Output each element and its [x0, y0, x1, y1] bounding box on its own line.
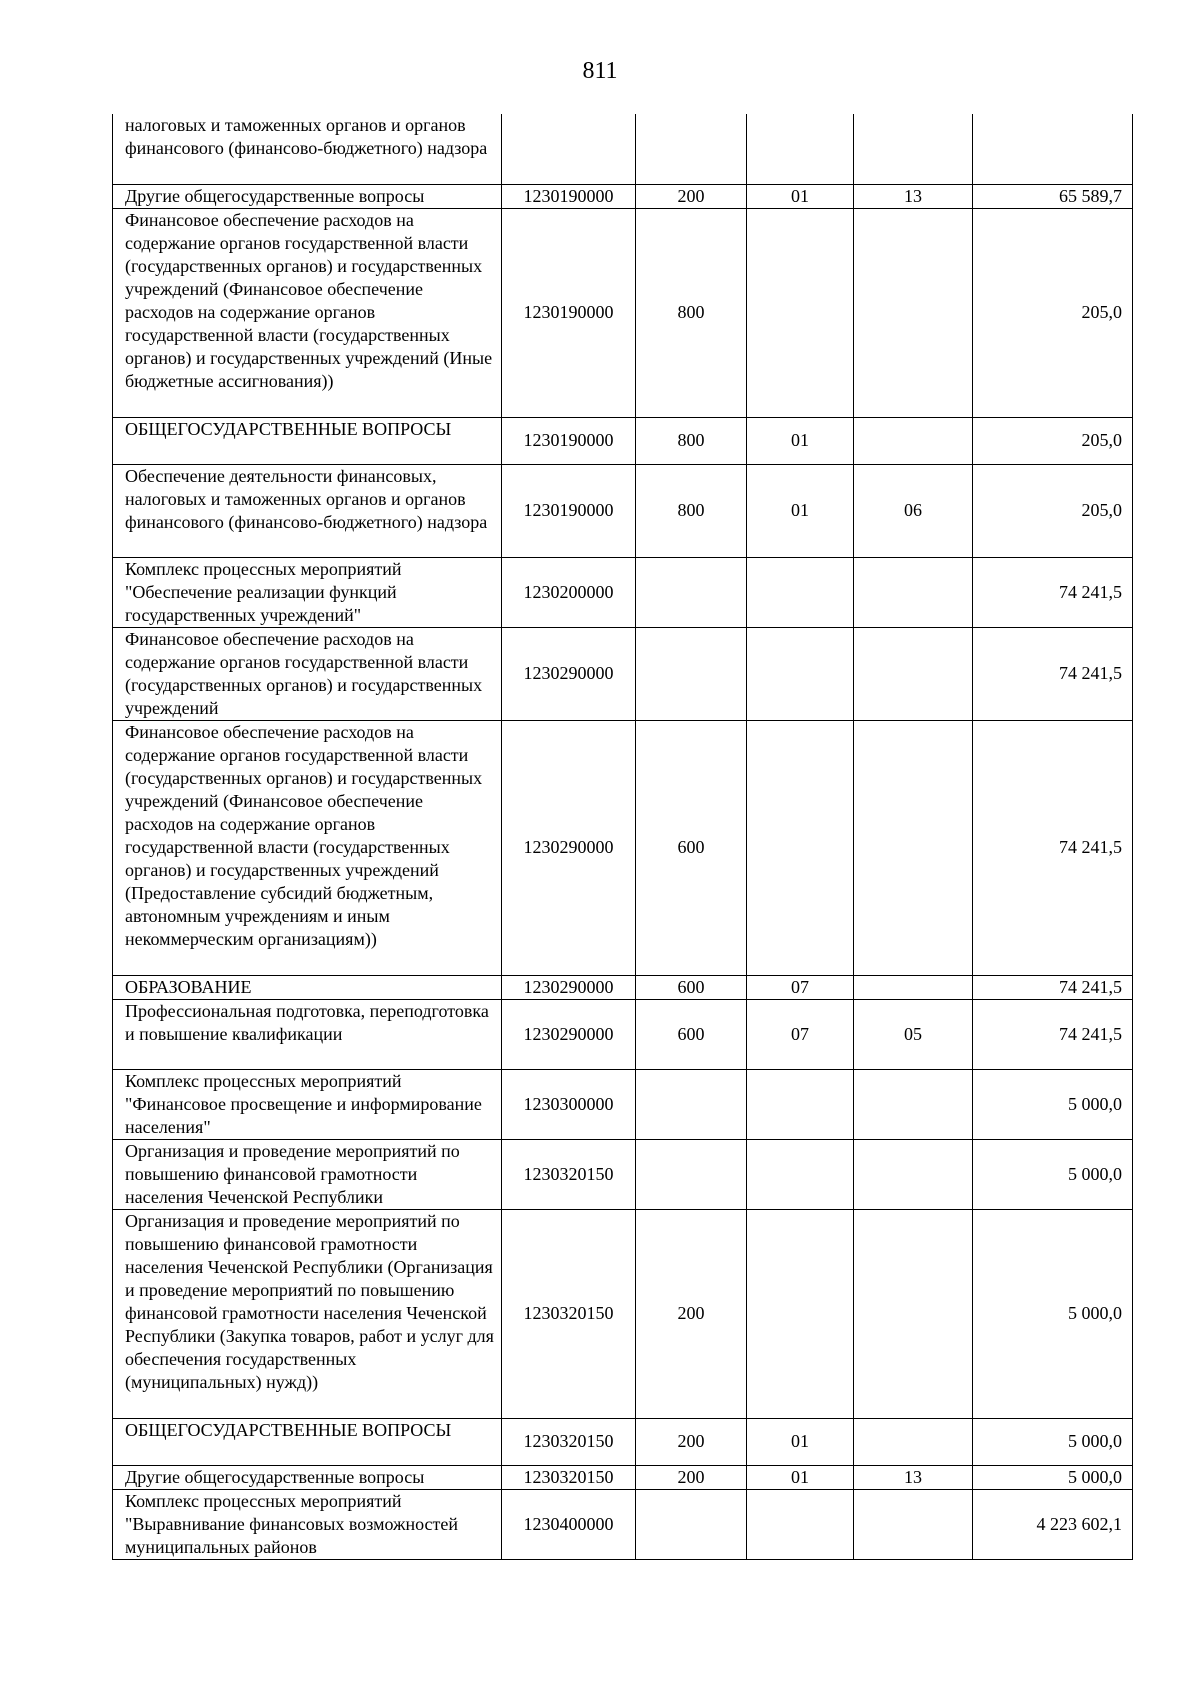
row-subsection: [854, 114, 973, 184]
row-expense-type: 800: [636, 208, 747, 417]
row-subsection: [854, 208, 973, 417]
row-code: 1230190000: [502, 464, 636, 557]
row-name: Другие общегосударственные вопросы: [113, 184, 502, 208]
row-subsection: 13: [854, 1465, 973, 1489]
row-expense-type: [636, 627, 747, 720]
row-amount: 74 241,5: [973, 557, 1133, 627]
table-row: [113, 557, 1133, 627]
row-section: 01: [747, 1418, 854, 1465]
row-subsection: 05: [854, 999, 973, 1069]
row-name: Организация и проведение мероприятий по повышению финансовой грамотности населения Чеченской Республики: [113, 1139, 502, 1209]
row-section: 01: [747, 1465, 854, 1489]
table-row: [113, 999, 1133, 1069]
table-row: [113, 184, 1133, 208]
row-code: 1230320150: [502, 1209, 636, 1418]
row-section: [747, 557, 854, 627]
row-subsection: [854, 1209, 973, 1418]
row-name: Организация и проведение мероприятий по повышению финансовой грамотности населения Чеченской Республики (Организация и проведение мероприятий по повышению финансовой грамотности населения Чеченской Республики (Закупка товаров, работ и услуг для обеспечения государственных (муниципальных) нужд)): [113, 1209, 502, 1418]
row-section: 07: [747, 975, 854, 999]
table-row: [113, 1209, 1133, 1418]
row-subsection: [854, 1069, 973, 1139]
row-name: Другие общегосударственные вопросы: [113, 1465, 502, 1489]
row-section: 07: [747, 999, 854, 1069]
table-row: [113, 464, 1133, 557]
row-amount: 205,0: [973, 208, 1133, 417]
page-number: 811: [582, 58, 618, 84]
row-section: [747, 1139, 854, 1209]
row-subsection: [854, 1139, 973, 1209]
row-subsection: [854, 1489, 973, 1559]
row-name: Комплекс процессных мероприятий "Финансовое просвещение и информирование населения": [113, 1069, 502, 1139]
row-amount: 5 000,0: [973, 1465, 1133, 1489]
row-amount: 205,0: [973, 417, 1133, 464]
row-expense-type: 800: [636, 464, 747, 557]
row-name: Комплекс процессных мероприятий "Обеспечение реализации функций государственных учреждений": [113, 557, 502, 627]
row-expense-type: 800: [636, 417, 747, 464]
row-section: [747, 1069, 854, 1139]
row-section: 01: [747, 464, 854, 557]
row-code: [502, 114, 636, 184]
row-amount: 74 241,5: [973, 627, 1133, 720]
table-row: [113, 1418, 1133, 1465]
row-name: Финансовое обеспечение расходов на содержание органов государственной власти (государственных органов) и государственных учреждений (Финансовое обеспечение расходов на содержание органов государственной власти (государственных органов) и государственных учреждений (Иные бюджетные ассигнования)): [113, 208, 502, 417]
row-code: 1230290000: [502, 999, 636, 1069]
row-name: налоговых и таможенных органов и органов финансового (финансово-бюджетного) надзора: [113, 114, 502, 184]
row-expense-type: [636, 557, 747, 627]
row-expense-type: [636, 1139, 747, 1209]
row-code: 1230320150: [502, 1465, 636, 1489]
row-subsection: [854, 720, 973, 975]
row-name: Профессиональная подготовка, переподготовка и повышение квалификации: [113, 999, 502, 1069]
budget-table: [112, 114, 1133, 1560]
row-code: 1230190000: [502, 184, 636, 208]
row-expense-type: [636, 114, 747, 184]
row-expense-type: 600: [636, 720, 747, 975]
row-code: 1230320150: [502, 1418, 636, 1465]
row-subsection: [854, 557, 973, 627]
row-expense-type: 200: [636, 1418, 747, 1465]
row-amount: 74 241,5: [973, 975, 1133, 999]
row-section: [747, 208, 854, 417]
row-code: 1230190000: [502, 208, 636, 417]
row-subsection: [854, 1418, 973, 1465]
row-expense-type: [636, 1069, 747, 1139]
row-expense-type: 600: [636, 975, 747, 999]
row-name: ОБЩЕГОСУДАРСТВЕННЫЕ ВОПРОСЫ: [113, 1418, 502, 1465]
row-amount: 5 000,0: [973, 1209, 1133, 1418]
row-expense-type: 600: [636, 999, 747, 1069]
row-code: 1230200000: [502, 557, 636, 627]
table-row: [113, 720, 1133, 975]
row-expense-type: 200: [636, 184, 747, 208]
row-amount: 5 000,0: [973, 1418, 1133, 1465]
row-expense-type: 200: [636, 1465, 747, 1489]
row-section: 01: [747, 184, 854, 208]
row-section: [747, 1209, 854, 1418]
row-code: 1230320150: [502, 1139, 636, 1209]
row-name: ОБЩЕГОСУДАРСТВЕННЫЕ ВОПРОСЫ: [113, 417, 502, 464]
row-amount: 4 223 602,1: [973, 1489, 1133, 1559]
row-section: [747, 114, 854, 184]
table-row: [113, 417, 1133, 464]
row-code: 1230290000: [502, 975, 636, 999]
row-subsection: 06: [854, 464, 973, 557]
row-name: Финансовое обеспечение расходов на содержание органов государственной власти (государственных органов) и государственных учреждений: [113, 627, 502, 720]
row-amount: 74 241,5: [973, 999, 1133, 1069]
table-row: [113, 627, 1133, 720]
table-row: [113, 1465, 1133, 1489]
table-row: [113, 975, 1133, 999]
row-amount: 5 000,0: [973, 1139, 1133, 1209]
row-expense-type: 200: [636, 1209, 747, 1418]
table-row: [113, 1139, 1133, 1209]
row-section: [747, 1489, 854, 1559]
row-amount: [973, 114, 1133, 184]
row-code: 1230190000: [502, 417, 636, 464]
row-subsection: [854, 417, 973, 464]
row-section: [747, 720, 854, 975]
row-name: Обеспечение деятельности финансовых, налоговых и таможенных органов и органов финансового (финансово-бюджетного) надзора: [113, 464, 502, 557]
row-name: Комплекс процессных мероприятий "Выравнивание финансовых возможностей муниципальных районов: [113, 1489, 502, 1559]
row-code: 1230290000: [502, 720, 636, 975]
row-code: 1230400000: [502, 1489, 636, 1559]
row-amount: 5 000,0: [973, 1069, 1133, 1139]
table-row: [113, 114, 1133, 184]
row-subsection: 13: [854, 184, 973, 208]
row-code: 1230290000: [502, 627, 636, 720]
row-amount: 205,0: [973, 464, 1133, 557]
table-row: [113, 1069, 1133, 1139]
row-subsection: [854, 627, 973, 720]
row-expense-type: [636, 1489, 747, 1559]
row-name: ОБРАЗОВАНИЕ: [113, 975, 502, 999]
row-amount: 65 589,7: [973, 184, 1133, 208]
table-row: [113, 208, 1133, 417]
table-row: [113, 1489, 1133, 1559]
row-subsection: [854, 975, 973, 999]
row-section: [747, 627, 854, 720]
row-code: 1230300000: [502, 1069, 636, 1139]
budget-table-body: [113, 114, 1133, 1559]
row-amount: 74 241,5: [973, 720, 1133, 975]
row-name: Финансовое обеспечение расходов на содержание органов государственной власти (государственных органов) и государственных учреждений (Финансовое обеспечение расходов на содержание органов государственной власти (государственных органов) и государственных учреждений (Предоставление субсидий бюджетным, автономным учреждениям и иным некоммерческим организациям)): [113, 720, 502, 975]
row-section: 01: [747, 417, 854, 464]
